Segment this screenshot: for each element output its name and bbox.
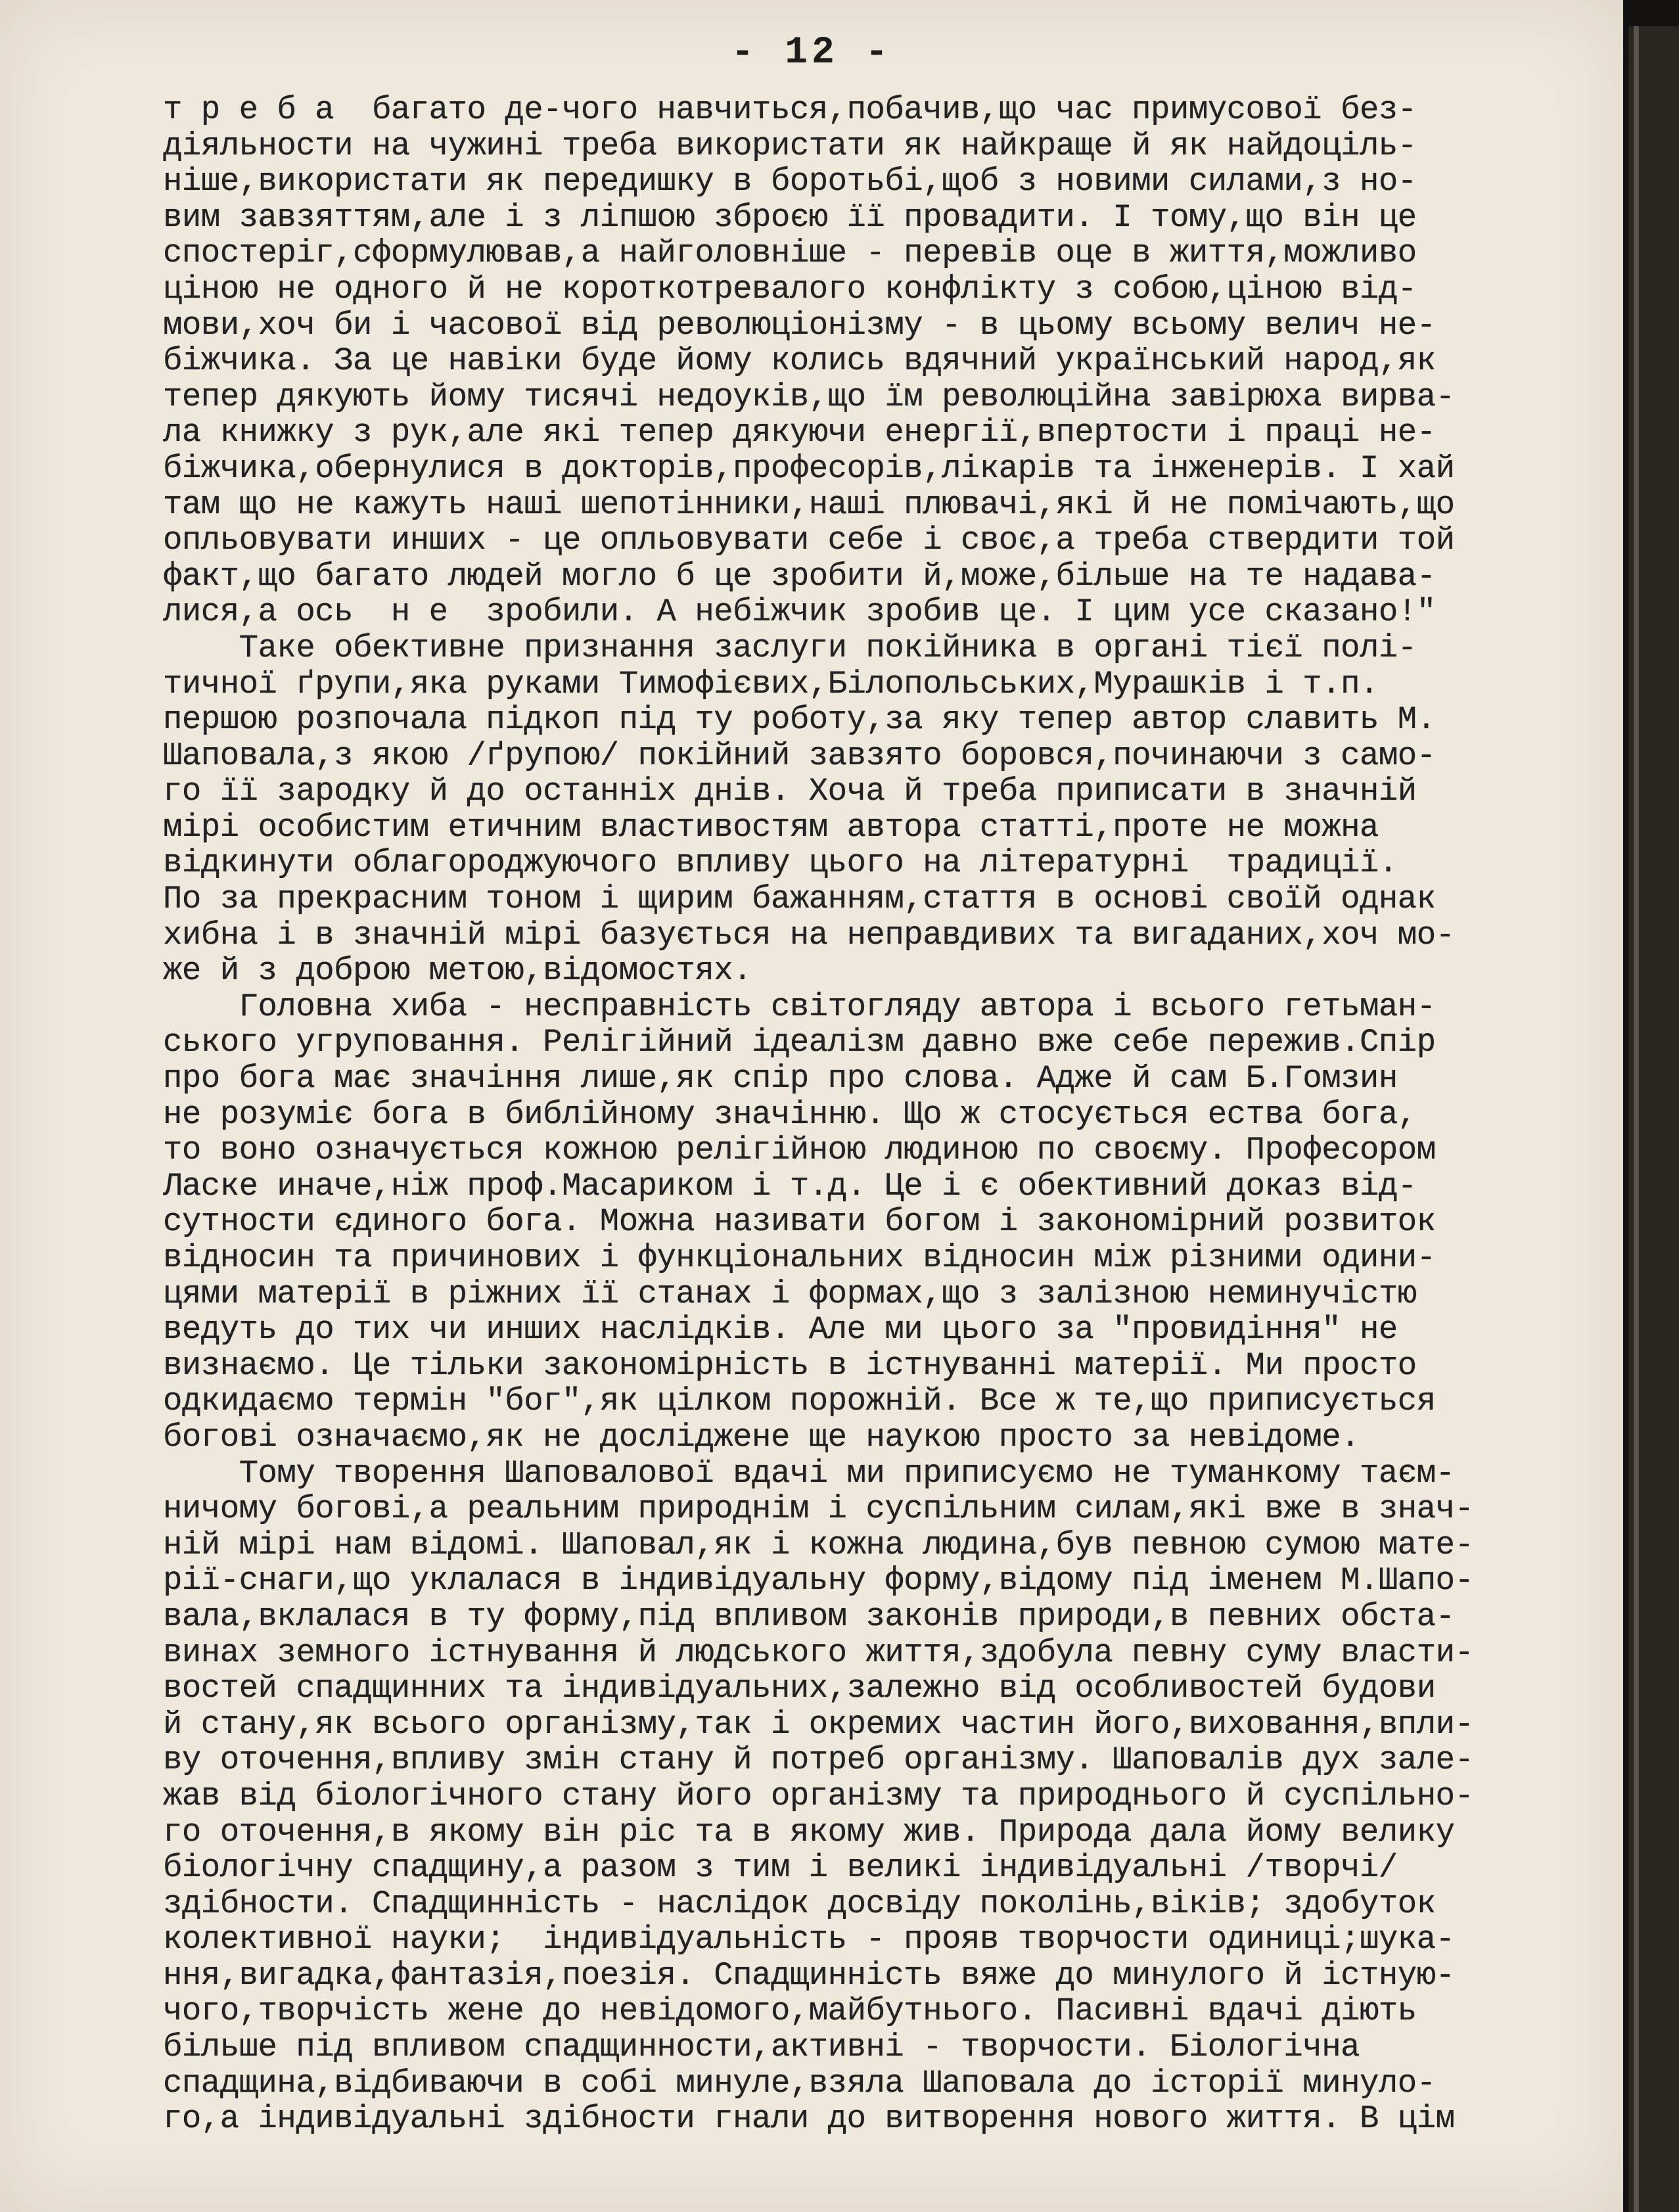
- text-line: востей спадщинних та індивідуальних,залежно від особливостей будови: [163, 1671, 1436, 1707]
- text-line: Ласке иначе,ніж проф.Масариком і т.д. Це і є обективний доказ від-: [163, 1168, 1417, 1205]
- text-line: біжчика,обернулися в докторів,професорів,лікарів та інженерів. І хай: [163, 450, 1455, 487]
- text-line: відносин та причинових і функціональних відносин між різними одини-: [163, 1240, 1436, 1276]
- text-line: вала,вклалася в ту форму,під впливом законів природи,в певних обста-: [163, 1598, 1455, 1635]
- text-line: ніше,використати як передишку в боротьбі,щоб з новими силами,з но-: [163, 164, 1417, 200]
- text-line: відкинути облагороджуючого впливу цього на літературні традиції.: [163, 845, 1398, 882]
- text-line: біжчика. За це навіки буде йому колись вдячний український народ,як: [163, 343, 1436, 379]
- text-line: Шаповала,з якою /ґрупою/ покійний завзято боровся,починаючи з само-: [163, 737, 1436, 774]
- text-line: го її зародку й до останніх днів. Хоча й треба приписати в значній: [163, 773, 1417, 810]
- text-line: ній мірі нам відомі. Шаповал,як і кожна людина,був певною сумою мате-: [163, 1527, 1474, 1563]
- text-line: ведуть до тих чи инших наслідків. Але ми цього за "провидіння" не: [163, 1312, 1398, 1348]
- text-line: опльовувати инших - це опльовувати себе і своє,а треба ствердити той: [163, 522, 1455, 559]
- text-line: Тому творення Шаповалової вдачі ми приписуємо не туманкому таєм-: [163, 1455, 1455, 1492]
- text-line: вим завзяттям,але і з ліпшою зброєю її провадити. І тому,що він це: [163, 199, 1417, 236]
- body-text: [163, 92, 1569, 2137]
- page-number: - 12 -: [731, 32, 892, 74]
- text-line: го оточення,в якому він ріс та в якому жив. Природа дала йому велику: [163, 1814, 1455, 1851]
- text-line: колективної науки; індивідуальність - прояв творчости одиниці;шука-: [163, 1922, 1455, 1958]
- text-line: мірі особистим етичним властивостям автора статті,проте не можна: [163, 809, 1379, 846]
- text-line: спостеріг,сформулював,а найголовніше - перевів оце в життя,можливо: [163, 235, 1417, 271]
- text-line: хибна і в значній мірі базується на неправдивих та вигаданих,хоч мо-: [163, 917, 1455, 954]
- text-line: більше під впливом спадщинности,активні - творчости. Біологічна: [163, 2029, 1360, 2065]
- text-line: цями матерії в ріжних її станах і формах,що з залізною неминучістю: [163, 1276, 1417, 1312]
- text-line: біологічну спадщину,а разом з тим і великі індивідуальні /творчі/: [163, 1850, 1398, 1886]
- text-line: чого,творчість жене до невідомого,майбутнього. Пасивні вдачі діють: [163, 1993, 1417, 2030]
- text-line: й стану,як всього організму,так і окремих частин його,виховання,впли-: [163, 1706, 1474, 1743]
- text-line: Головна хиба - несправність світогляду автора і всього гетьман-: [163, 988, 1436, 1025]
- text-line: ла книжку з рук,але які тепер дякуючи енергії,впертости і праці не-: [163, 415, 1436, 451]
- text-line: здібности. Спадщинність - наслідок досвіду поколінь,віків; здобуток: [163, 1885, 1436, 1922]
- text-line: т р е б а багато де-чого навчиться,побачив,що час примусової без-: [163, 92, 1417, 128]
- text-line: визнаємо. Це тільки закономірність в істнуванні матерії. Ми просто: [163, 1347, 1417, 1384]
- text-line: го,а індивідуальні здібности гнали до витворення нового життя. В цім: [163, 2101, 1455, 2137]
- text-line: жав від біологічного стану його організму та природнього й суспільно-: [163, 1778, 1474, 1814]
- text-line: там що не кажуть наші шепотінники,наші плювачі,які й не помічають,що: [163, 486, 1455, 523]
- text-line: ння,вигадка,фантазія,поезія. Спадщинність вяже до минулого й істную-: [163, 1957, 1455, 1994]
- text-line: не розуміє бога в библійному значінню. Що ж стосується ества бога,: [163, 1096, 1417, 1133]
- text-line: винах земного істнування й людського життя,здобула певну суму власти-: [163, 1634, 1474, 1671]
- text-line: рії-снаги,що уклалася в індивідуальну форму,відому під іменем М.Шапо-: [163, 1563, 1474, 1599]
- text-line: богові означаємо,як не досліджене ще наукою просто за невідоме.: [163, 1419, 1360, 1456]
- text-line: тичної ґрупи,яка руками Тимофієвих,Білопольських,Мурашків і т.п.: [163, 666, 1379, 703]
- text-line: про бога має значіння лише,як спір про слова. Адже й сам Б.Гомзин: [163, 1061, 1398, 1097]
- text-line: факт,що багато людей могло б це зробити й,може,більше на те надава-: [163, 558, 1436, 595]
- text-line: лися,а ось н е зробили. А небіжчик зробив це. І цим усе сказано!": [163, 594, 1436, 630]
- scan-border: [1628, 26, 1679, 2212]
- scan-border-edge: [1634, 26, 1639, 2212]
- text-line: ничому богові,а реальним природнім і суспільним силам,які вже в знач-: [163, 1491, 1474, 1527]
- text-line: же й з доброю метою,відомостях.: [163, 953, 752, 989]
- text-line: ського угруповання. Релігійний ідеалізм давно вже себе пережив.Спір: [163, 1025, 1436, 1061]
- text-line: діяльности на чужині треба використати як найкраще й як найдоціль-: [163, 127, 1417, 164]
- text-line: то воно означується кожною релігійною людиною по своєму. Професором: [163, 1132, 1436, 1168]
- text-line: тепер дякують йому тисячі недоуків,що їм революційна завірюха вирва-: [163, 379, 1455, 415]
- text-line: сутности єдиного бога. Можна називати богом і закономірний розвиток: [163, 1204, 1436, 1240]
- text-line: ву оточення,впливу змін стану й потреб організму. Шаповалів дух зале-: [163, 1742, 1474, 1778]
- text-line: першою розпочала підкоп під ту роботу,за яку тепер автор славить М.: [163, 702, 1436, 738]
- text-line: спадщина,відбиваючи в собі минуле,взяла Шаповала до історії минуло-: [163, 2065, 1436, 2102]
- text-line: ціною не одного й не короткотревалого конфлікту з собою,ціною від-: [163, 271, 1417, 308]
- text-line: По за прекрасним тоном і щирим бажанням,стаття в основі своїй однак: [163, 881, 1436, 917]
- text-line: Таке обективне признання заслуги покійника в органі тієї полі-: [163, 630, 1417, 666]
- text-line: мови,хоч би і часової від революціонізму - в цьому всьому велич не-: [163, 307, 1436, 344]
- text-line: одкидаємо термін "бог",як цілком порожній. Все ж те,що приписується: [163, 1383, 1436, 1419]
